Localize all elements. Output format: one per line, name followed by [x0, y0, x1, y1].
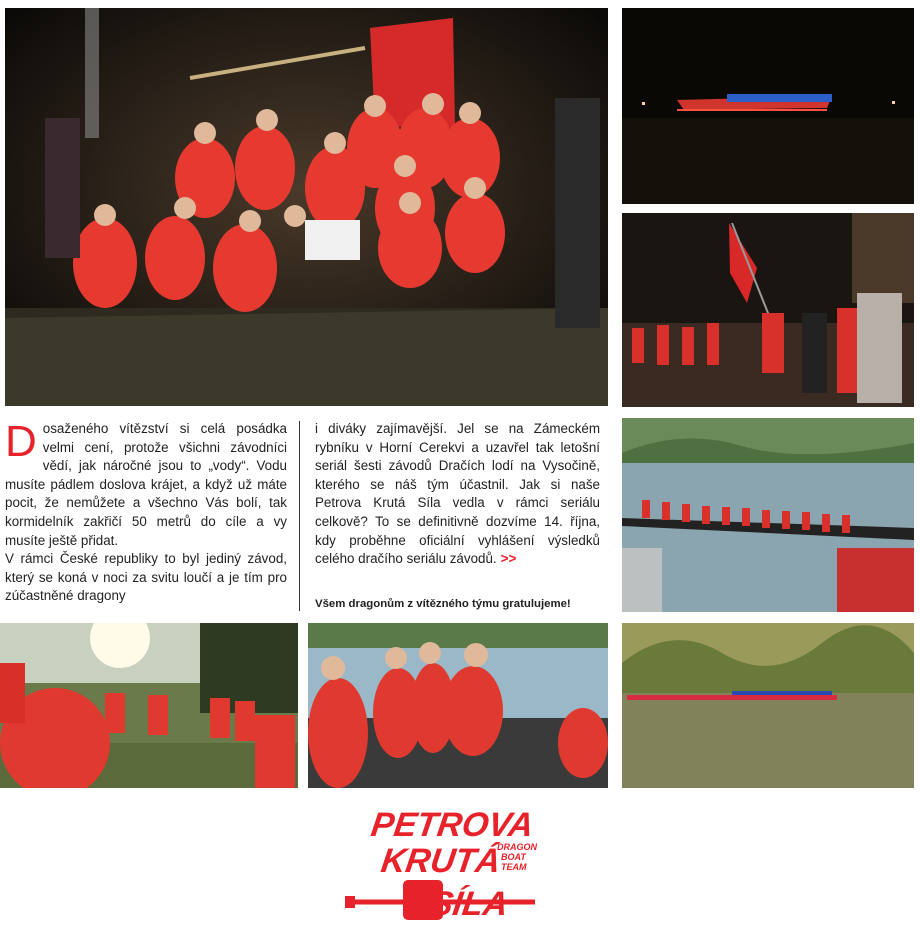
article-paragraph-3: i diváky zajímavější. Jel se na Zámeckém rybníku v Horní Cerekvi a uzavřel tak letošní seriál šesti závodů Dračích lodí na Vysočině, kterého se náš tým účastnil. Jak si naše Petrova Krutá Síla vedla v rámci seriálu celkově? To se definitivně dozvíme 14. října, kdy proběhne oficiální vyhlášení výsledků celého dračího seriálu závodů. [315, 421, 600, 567]
article-paragraph-1: osaženého vítězství si celá posádka velmi cení, protože všichni závodníci vědí, jak náročné jsou to „vody“. Vodu musíte pádlem doslova krájet, a když už máte pocit, že nemůžete a všechno Vás bolí, tak kormidelník zakřičí 50 metrů do cíle a vy musíte ještě přidat. [5, 421, 287, 548]
column-divider [299, 421, 300, 611]
article-column-1 [5, 417, 287, 606]
logo-side-2: BOAT [501, 852, 526, 862]
team-night-photo [5, 8, 608, 406]
flag-crowd-photo [622, 213, 914, 407]
petrova-kruta-sila-logo [345, 800, 550, 930]
boat-race-photo [622, 418, 914, 612]
logo-line-1: PETROVA [368, 806, 536, 844]
congratulations-text: Všem dragonům z vítězného týmu gratulujeme! [315, 598, 571, 610]
logo-side-1: DRAGON [497, 842, 537, 852]
logo-line-3: SÍLA [427, 885, 511, 923]
boats-forest-photo [622, 623, 914, 788]
read-more-link[interactable]: >> [500, 551, 517, 567]
team-shirts-photo [0, 623, 298, 788]
logo-line-2: KRUTÁ [378, 842, 504, 880]
logo-side-3: TEAM [501, 862, 527, 872]
drop-cap: D [5, 417, 37, 466]
article-paragraph-2: V rámci České republiky to byl jediný závod, který se koná v noci za svitu loučí a je tím pro zúčastněné dragony [5, 551, 287, 604]
article-column-2 [315, 420, 600, 569]
boat-night-photo [622, 8, 914, 204]
high-five-photo [308, 623, 608, 788]
